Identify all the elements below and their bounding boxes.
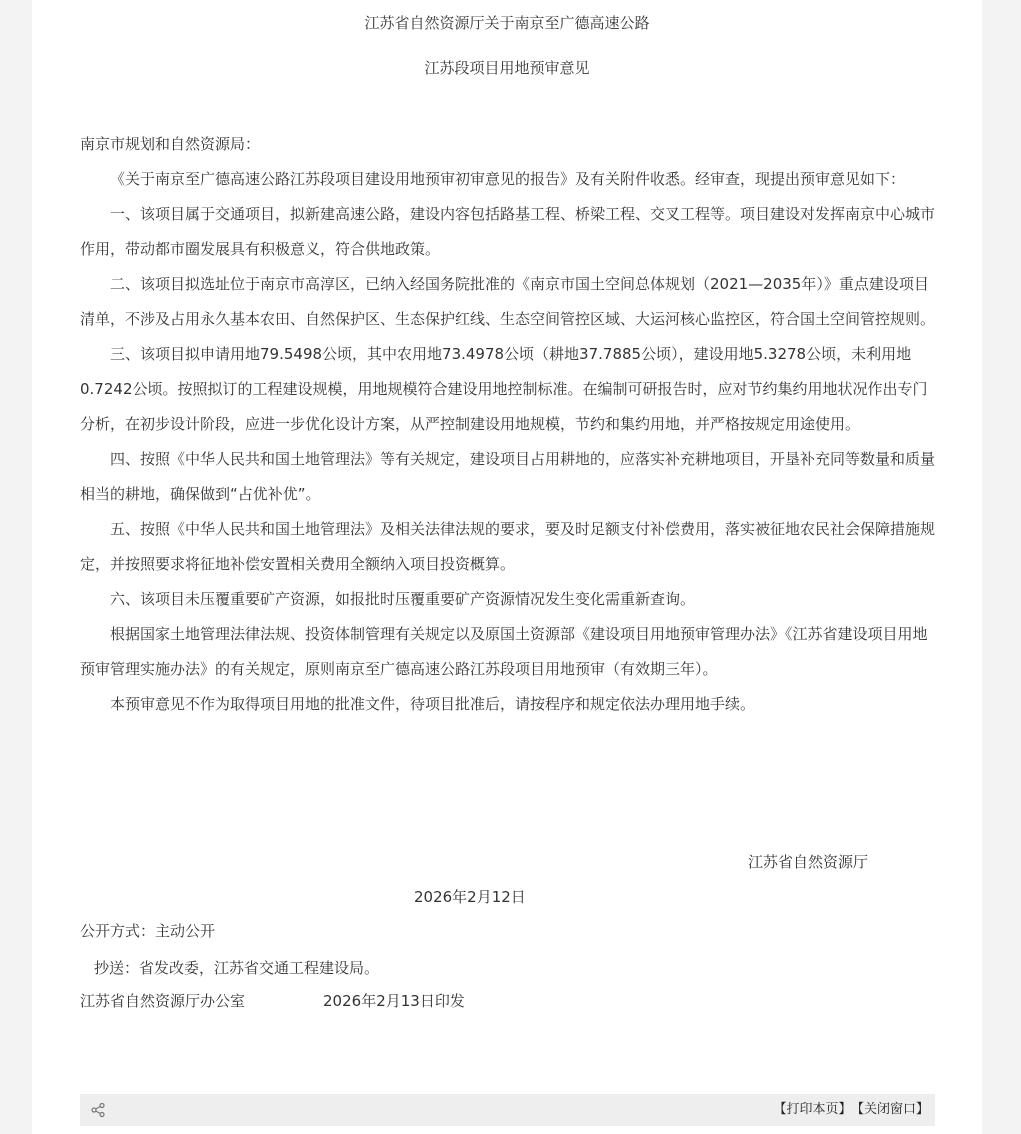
document-date: 2026年2月12日: [414, 888, 526, 906]
issuer: 江苏省自然资源厅办公室: [80, 992, 246, 1010]
cc-line: 抄送：省发改委，江苏省交通工程建设局。: [94, 959, 380, 977]
share-icon[interactable]: [90, 1102, 106, 1118]
print-page-link[interactable]: 【打印本页】: [773, 1102, 852, 1117]
disclosure-method: 公开方式：主动公开: [80, 922, 216, 940]
paragraph-item-4: 四、按照《中华人民共和国土地管理法》等有关规定，建设项目占用耕地的，应落实补充耕地项目，开垦补充同等数量和质量相当的耕地，确保做到“占优补优”。: [80, 450, 936, 503]
paragraph-item-1: 一、该项目属于交通项目，拟新建高速公路，建设内容包括路基工程、桥梁工程、交叉工程等。项目建设对发挥南京中心城市作用，带动都市圈发展具有积极意义，符合供地政策。: [80, 205, 936, 258]
footer-toolbar: [80, 1094, 935, 1126]
document-body: [80, 127, 937, 722]
paragraph-item-5: 五、按照《中华人民共和国土地管理法》及相关法律法规的要求，要及时足额支付补偿费用，落实被征地农民社会保障措施规定，并按照要求将征地补偿安置相关费用全额纳入项目投资概算。: [80, 520, 936, 573]
paragraph-intro: 《关于南京至广德高速公路江苏段项目建设用地预审初审意见的报告》及有关附件收悉。经审查，现提出预审意见如下：: [110, 170, 906, 188]
paragraph-item-2: 二、该项目拟选址位于南京市高淳区，已纳入经国务院批准的《南京市国土空间总体规划（2021—2035年）》重点建设项目清单，不涉及占用永久基本农田、自然保护区、生态保护红线、生态空间管控区域、大运河核心监控区，符合国土空间管控规则。: [80, 275, 936, 328]
paragraph-item-6: 六、该项目未压覆重要矿产资源，如报批时压覆重要矿产资源情况发生变化需重新查询。: [110, 590, 696, 608]
issuer-line: [80, 989, 465, 1013]
issue-date: 2026年2月13日印发: [323, 992, 465, 1010]
paragraph-item-3: 三、该项目拟申请用地79.5498公顷，其中农用地73.4978公顷（耕地37.7885公顷），建设用地5.3278公顷，未利用地0.7242公顷。按照拟订的工程建设规模，用地规模符合建设用地控制标准。在编制可研报告时，应对节约集约用地状况作出专门分析，在初步设计阶段，应进一步优化设计方案，从严控制建设用地规模，节约和集约用地，并严格按规定用途使用。: [80, 345, 928, 433]
paragraph-conclusion: 根据国家土地管理法律法规、投资体制管理有关规定以及原国土资源部《建设项目用地预审管理办法》《江苏省建设项目用地预审管理实施办法》的有关规定，原则南京至广德高速公路江苏段项目用地预审（有效期三年）。: [80, 625, 928, 678]
document-title-line2: 江苏段项目用地预审意见: [424, 59, 590, 77]
footer-links: [767, 1101, 929, 1119]
salutation: 南京市规划和自然资源局：: [80, 135, 261, 153]
document-page: [32, 0, 982, 1134]
document-title-line1: 江苏省自然资源厅关于南京至广德高速公路: [364, 14, 650, 32]
signature: 江苏省自然资源厅: [748, 853, 869, 871]
paragraph-note: 本预审意见不作为取得项目用地的批准文件，待项目批准后，请按程序和规定依法办理用地手续。: [110, 695, 756, 713]
close-window-link[interactable]: 【关闭窗口】: [857, 1102, 929, 1117]
